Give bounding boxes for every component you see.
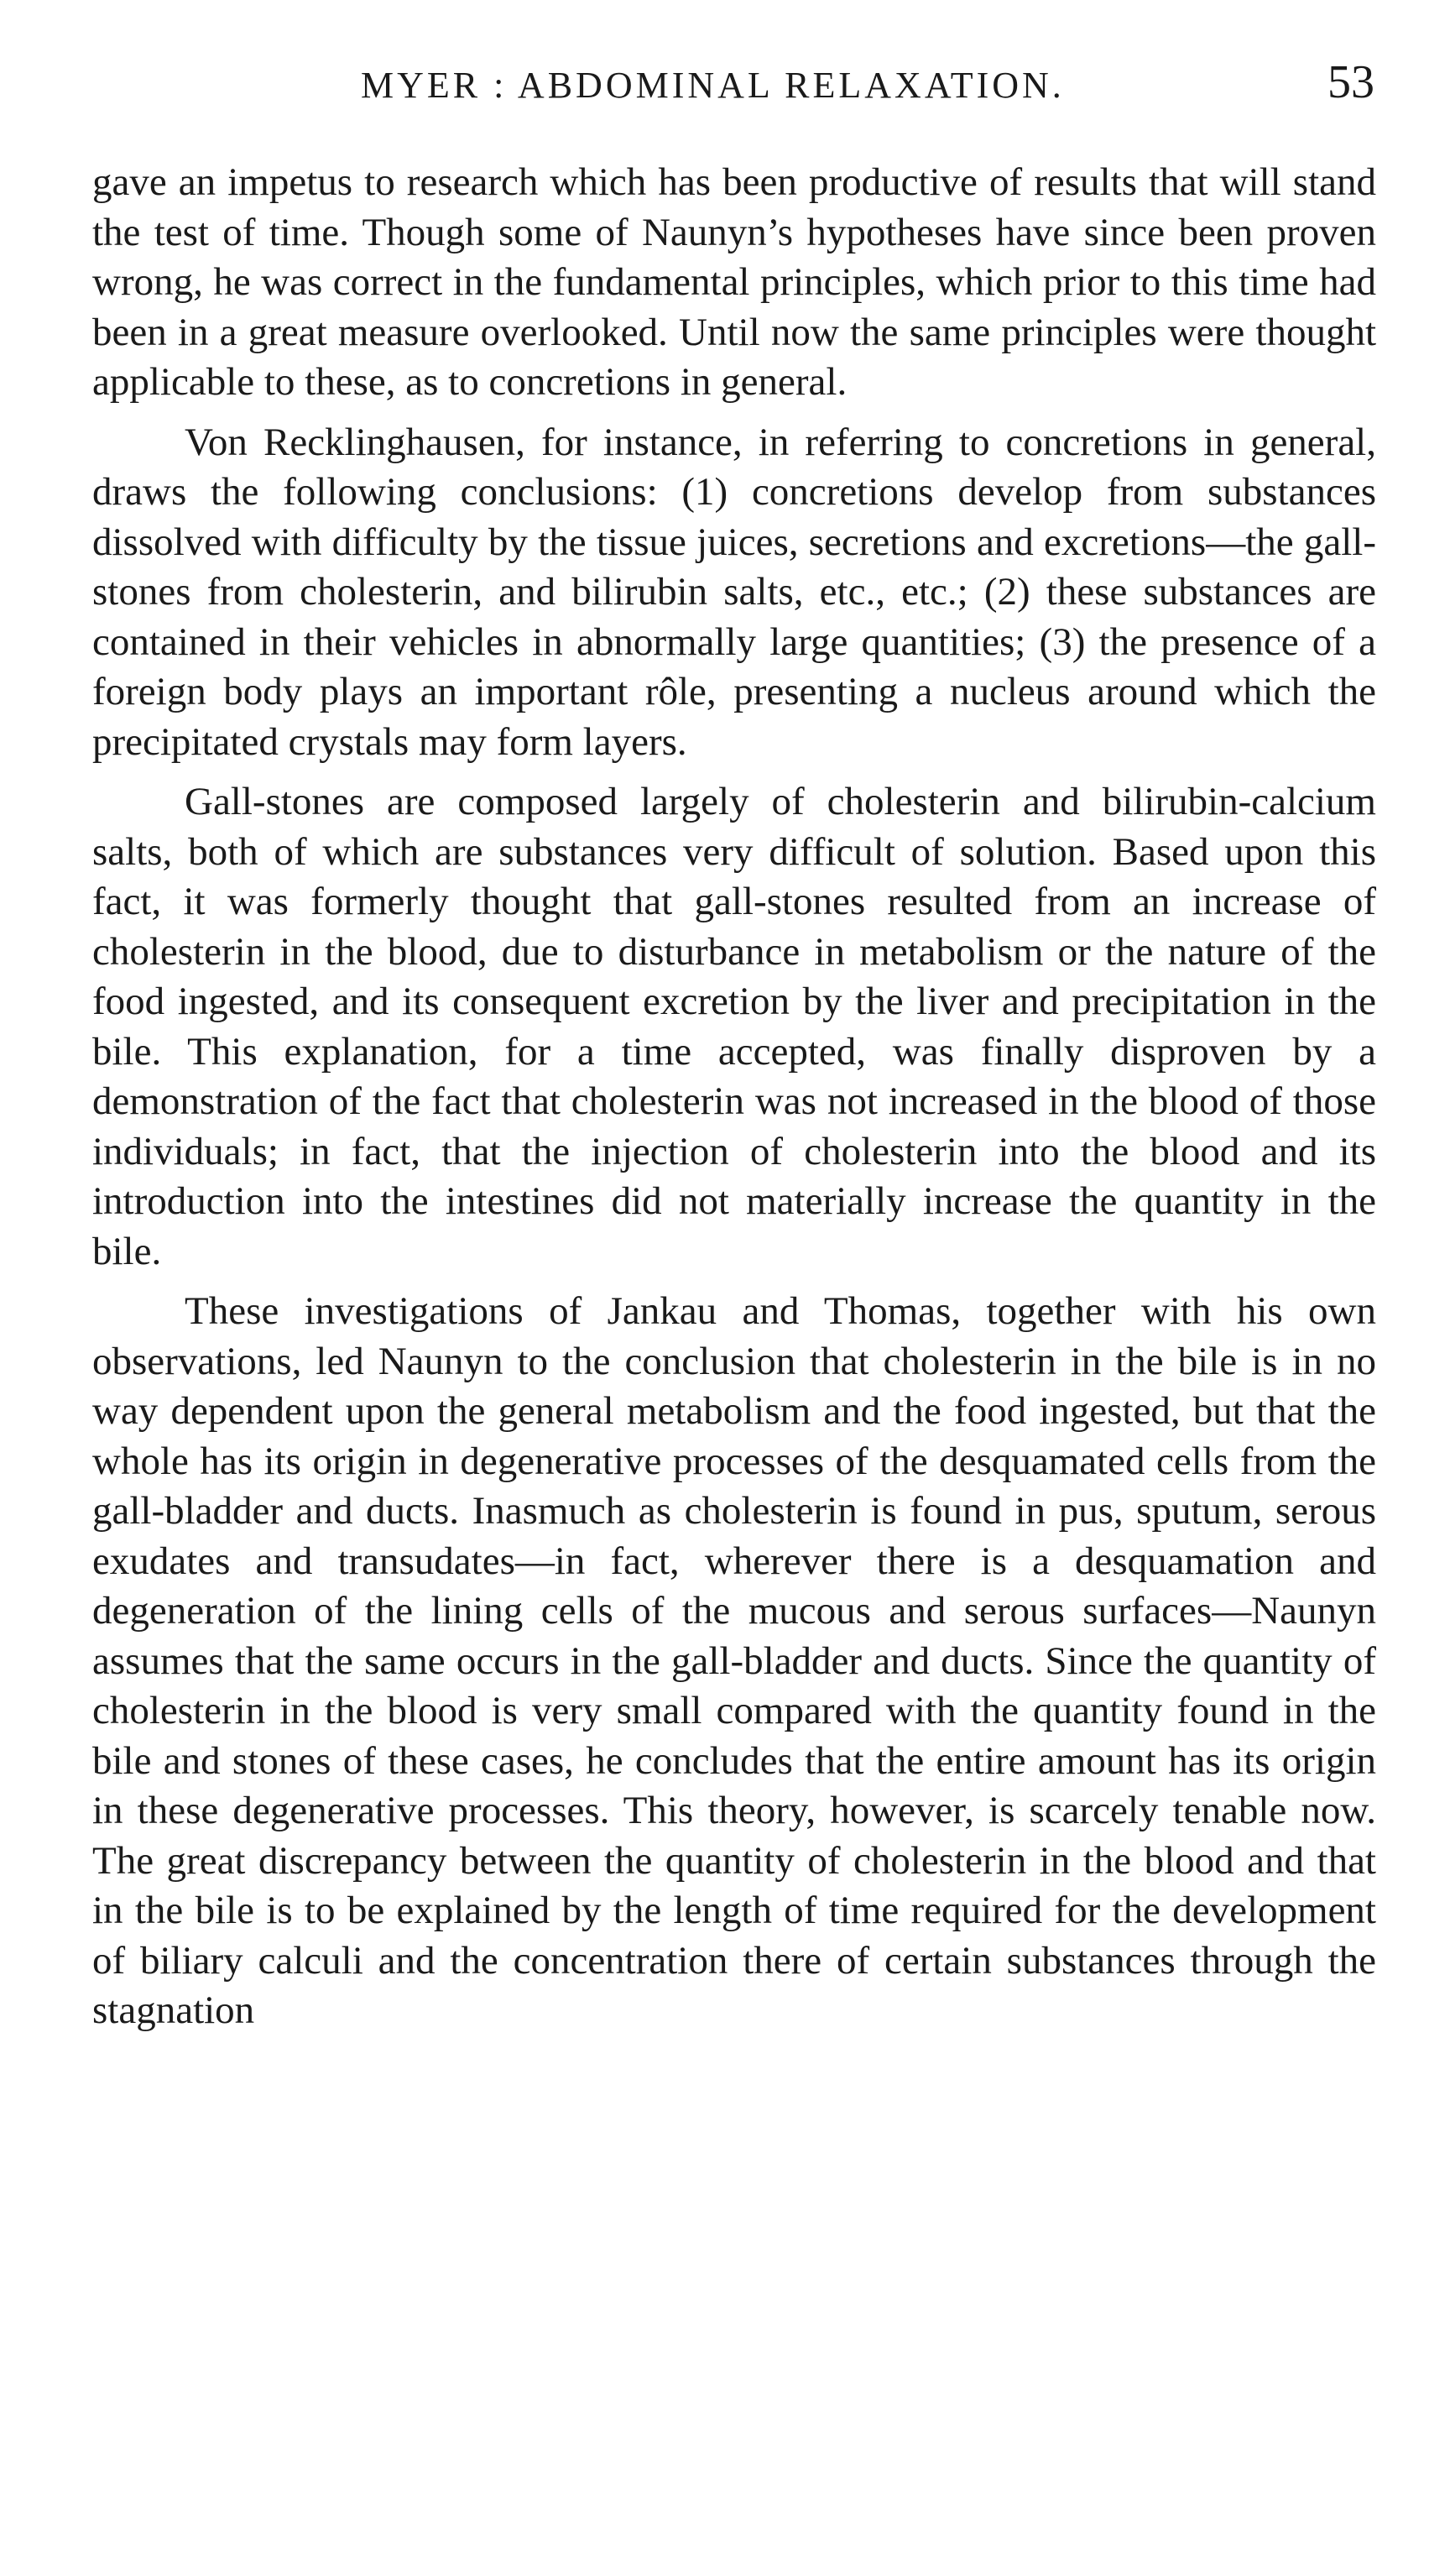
paragraph-continuation: gave an impetus to research which has been productive of results that will stand the test of time. Though some of Naunyn’s hypotheses have since been proven wrong, he was correct in the fundamental principles, which prior to this time had been in a great measure overlooked. Until now the same principles were thought applicable to these, as to concretions in general. xyxy=(92,160,1376,404)
paragraph-gall-stones: Gall-stones are composed largely of cholesterin and bilirubin-calcium salts, both of which are substances very difficult of solution. Based upon this fact, it was formerly thought that gall-stones resulted from an increase of cholesterin in the blood, due to disturbance in metabolism or the nature of the food ingested, and its consequent excretion by the liver and precipitation in the bile. This explanation, for a time accepted, was finally disproven by a demonstration of the fact that cholesterin was not increased in the blood of those individuals; in fact, that the injection of cholesterin into the blood and its introduction into the intestines did not materially increase the quantity in the bile. xyxy=(92,780,1376,1273)
running-title: MYER : ABDOMINAL RELAXATION. xyxy=(361,65,1065,106)
paragraph-naunyn-conclusion: These investigations of Jankau and Thomas, together with his own observations, led Naunyn to the conclusion that cholesterin in the bile is in no way dependent upon the general metabolism and the food ingested, but that the whole has its origin in degenerative processes of the desquamated cells from the gall-bladder and ducts. Inasmuch as cholesterin is found in pus, sputum, serous exudates and transudates—in fact, wherever there is a desquamation and degeneration of the lining cells of the mucous and serous surfaces—Naunyn assumes that the same occurs in the gall-bladder and ducts. Since the quantity of cholesterin in the blood is very small compared with the quantity found in the bile and stones of these cases, he concludes that the entire amount has its origin in these degenerative processes. This theory, however, is scarcely tenable now. The great discrepancy between the quantity of cholesterin in the blood and that in the bile is to be explained by the length of time required for the development of biliary calculi and the concentration there of certain substances through the stagnation xyxy=(92,1289,1376,2032)
page-number: 53 xyxy=(1327,56,1374,108)
running-header xyxy=(92,55,1385,114)
body-text xyxy=(92,158,1376,2036)
paragraph-recklinghausen: Von Recklinghausen, for instance, in referring to concretions in general, draws the following conclusions: (1) concretions develop from substances dissolved with difficulty by the tissue juices, secretions and excretions—the gall-stones from cholesterin, and bilirubin salts, etc., etc.; (2) these substances are contained in their vehicles in abnormally large quantities; (3) the presence of a foreign body plays an important rôle, presenting a nucleus around which the precipitated crystals may form layers. xyxy=(92,420,1376,764)
